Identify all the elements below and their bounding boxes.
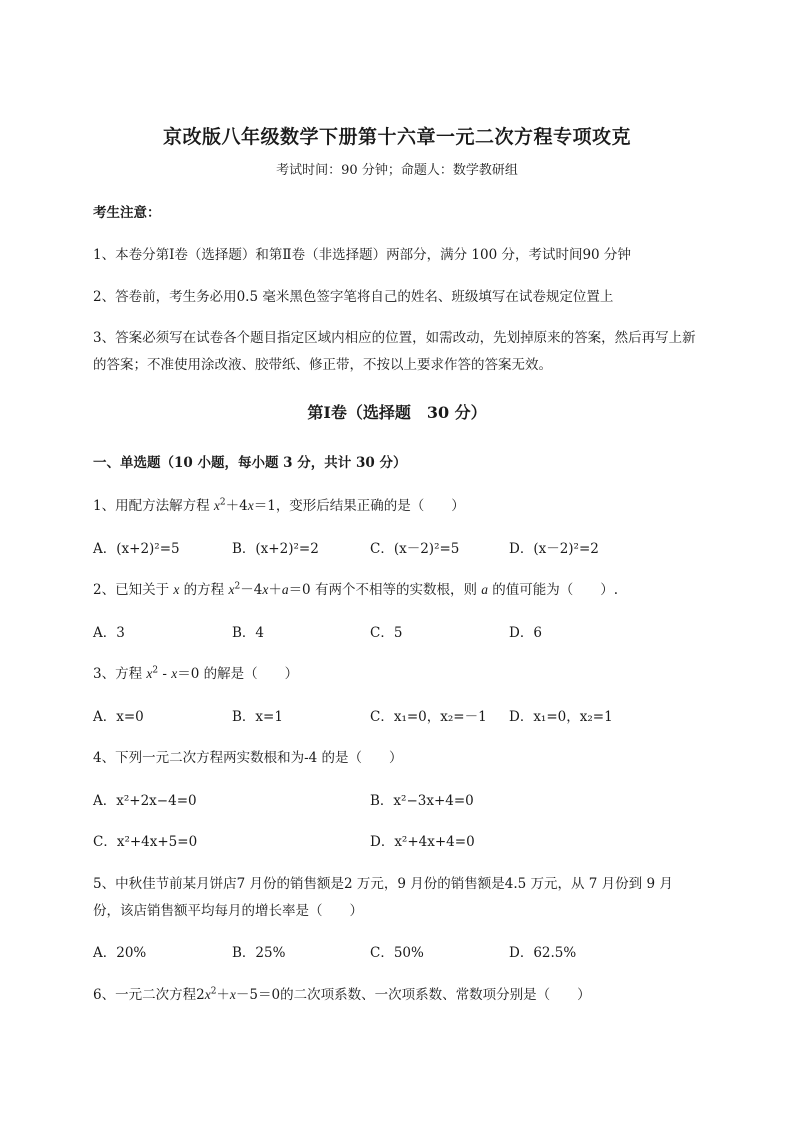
- equation: $x^2-4x+a=0$: [228, 581, 311, 598]
- question-2-option-c[interactable]: C．5: [370, 625, 403, 641]
- question-1-stem: 1、用配方法解方程 $x^2+4x=1$，变形后结果正确的是（ ）: [93, 497, 465, 514]
- part-title: 一、单选题（10 小题，每小题 3 分，共计 30 分）: [93, 455, 407, 471]
- section-title: 第Ⅰ卷（选择题 30 分）: [307, 403, 487, 422]
- question-5-option-a[interactable]: A．20%: [93, 945, 147, 961]
- notice-item-3-line-2: 的答案；不准使用涂改液、胶带纸、修正带，不按以上要求作答的答案无效。: [93, 357, 552, 373]
- notice-heading: 考生注意：: [93, 205, 161, 221]
- question-1-option-a[interactable]: A．(x+2)²=5: [93, 541, 180, 557]
- question-4-option-a[interactable]: A．x²+2x−4=0: [93, 793, 197, 809]
- question-5-stem-line-2: 份，该店销售额平均每月的增长率是（ ）: [93, 903, 363, 919]
- equation: $x^2 - x=0$: [146, 665, 200, 682]
- question-1-option-c[interactable]: C．(x－2)²=5: [370, 541, 460, 557]
- question-2-option-b[interactable]: B．4: [232, 625, 265, 641]
- question-2-stem: 2、已知关于 x 的方程 $x^2-4x+a=0$ 有两个不相等的实数根，则 a 的值可能为（ ）.: [93, 581, 619, 598]
- question-2-option-a[interactable]: A．3: [93, 625, 125, 641]
- notice-item-2: 2、答卷前，考生务必用0.5 毫米黑色签字笔将自己的姓名、班级填写在试卷规定位置上: [93, 289, 614, 305]
- question-1-option-d[interactable]: D．(x－2)²=2: [509, 541, 599, 557]
- question-3-option-a[interactable]: A．x=0: [93, 709, 144, 725]
- question-6-stem: 6、一元二次方程$2x^2+x-5=0$的二次项系数、一次项系数、常数项分别是（ ）: [93, 986, 591, 1003]
- question-5-stem-line-1: 5、中秋佳节前某月饼店7 月份的销售额是2 万元，9 月份的销售额是4.5 万元，从 7 月份到 9 月: [93, 876, 673, 892]
- question-1-option-b[interactable]: B．(x+2)²=2: [232, 541, 319, 557]
- question-5-option-d[interactable]: D．62.5%: [509, 945, 577, 961]
- page-title: 京改版八年级数学下册第十六章一元二次方程专项攻克: [162, 126, 631, 148]
- question-3-stem: 3、方程 $x^2 - x=0$ 的解是（ ）: [93, 665, 299, 682]
- equation: $2x^2+x-5=0$: [196, 986, 281, 1003]
- question-3-option-c[interactable]: C．x₁=0，x₂=－1: [370, 709, 487, 725]
- question-3-option-d[interactable]: D．x₁=0，x₂=1: [509, 709, 613, 725]
- question-4-option-d[interactable]: D．x²+4x+4=0: [370, 834, 475, 850]
- question-4-stem: 4、下列一元二次方程两实数根和为-4 的是（ ）: [93, 750, 403, 766]
- exam-info: 考试时间：90 分钟；命题人：数学教研组: [276, 163, 518, 178]
- notice-item-1: 1、本卷分第Ⅰ卷（选择题）和第Ⅱ卷（非选择题）两部分，满分 100 分，考试时间90 分钟: [93, 247, 631, 263]
- question-3-option-b[interactable]: B．x=1: [232, 709, 283, 725]
- equation: $x^2+4x=1$: [213, 497, 276, 514]
- notice-item-3-line-1: 3、答案必须写在试卷各个题目指定区域内相应的位置，如需改动，先划掉原来的答案，然后再写上新: [93, 330, 696, 346]
- question-5-option-b[interactable]: B．25%: [232, 945, 286, 961]
- question-4-option-b[interactable]: B．x²−3x+4=0: [370, 793, 474, 809]
- question-2-option-d[interactable]: D．6: [509, 625, 542, 641]
- question-4-option-c[interactable]: C．x²+4x+5=0: [93, 834, 198, 850]
- question-5-option-c[interactable]: C．50%: [370, 945, 424, 961]
